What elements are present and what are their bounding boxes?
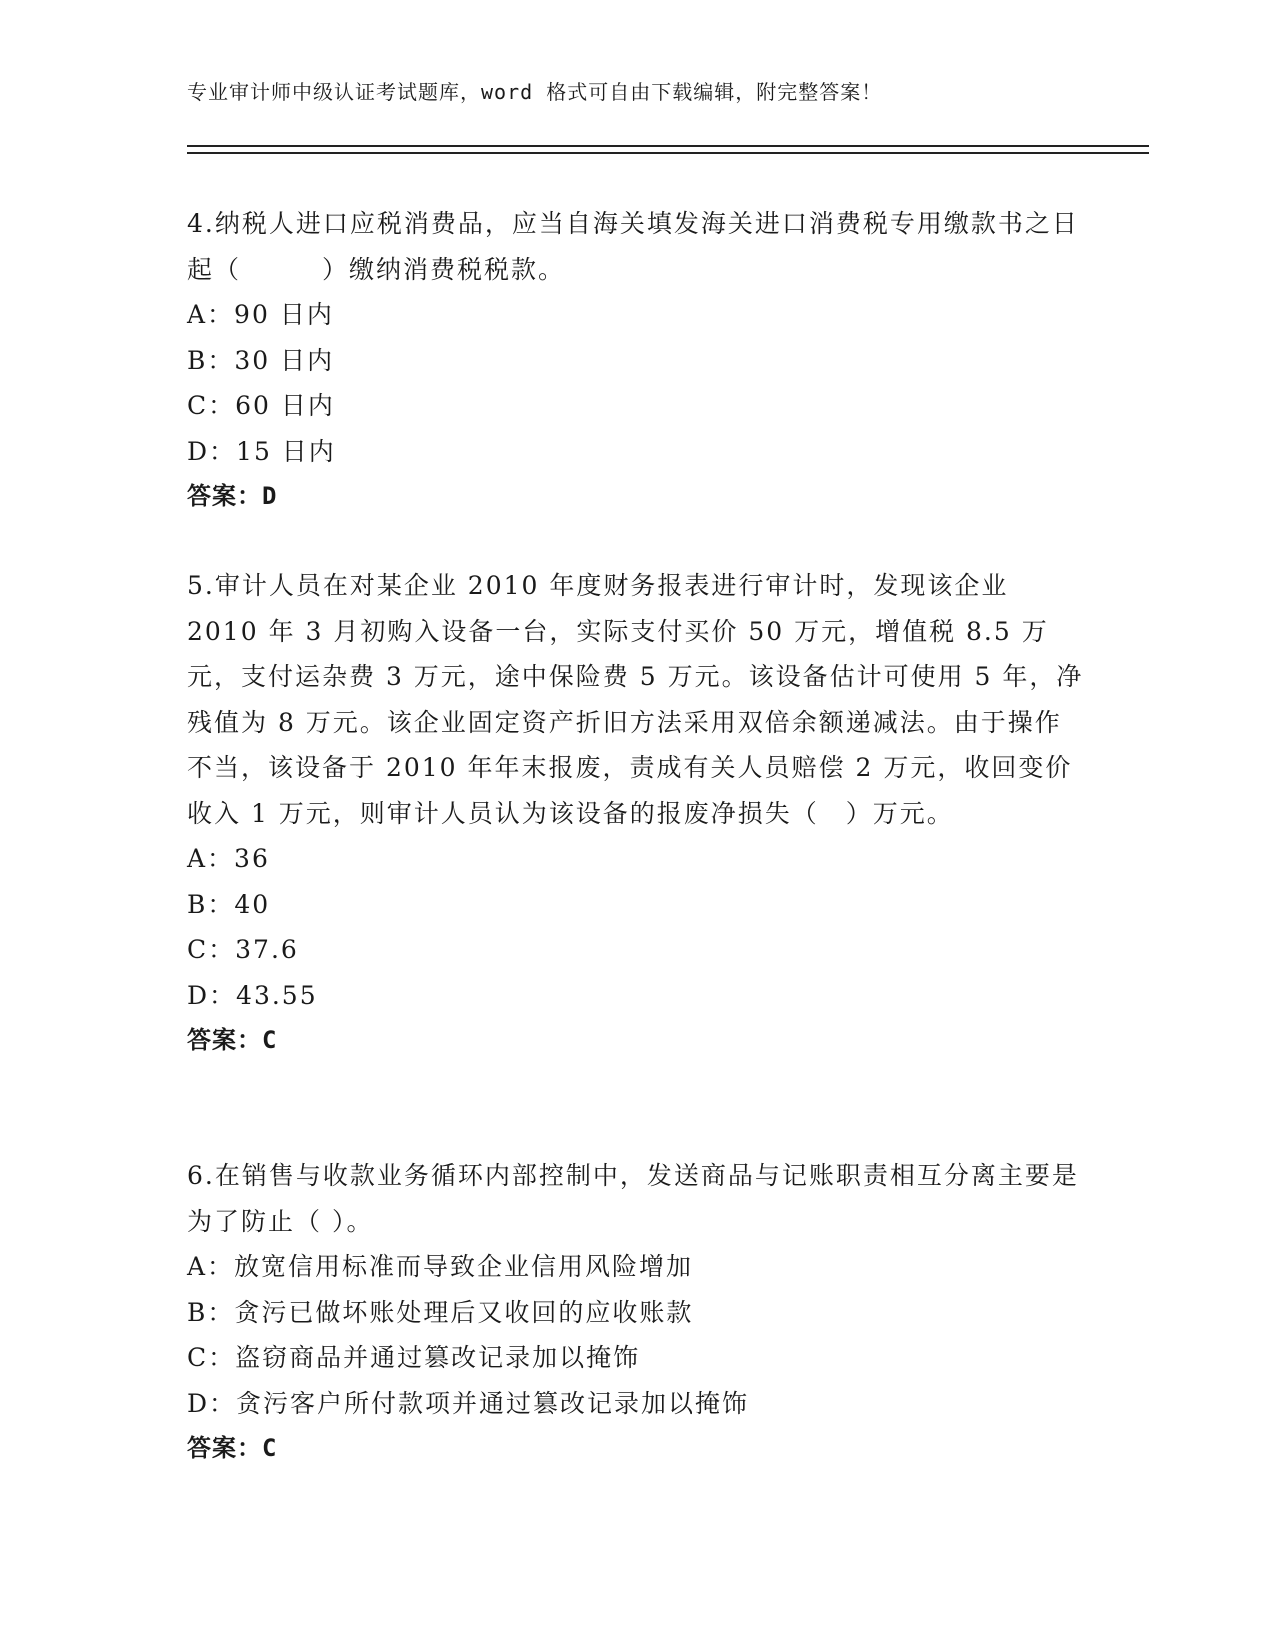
question-6 [187,1153,1087,1472]
option-a: A：放宽信用标准而导致企业信用风险增加 [187,1252,694,1281]
option-c: C：37.6 [187,935,299,964]
option-d: D：15 日内 [187,436,336,466]
option-d: D：43.55 [187,980,318,1010]
question-stem: 5.审计人员在对某企业 2010 年度财务报表进行审计时，发现该企业 2010 年 3 月初购入设备一台，实际支付买价 50 万元，增值税 8.5 万元，支付运杂费 3 万元，途中保险费 5 万元。该设备估计可使用 5 年，净残值为 8 万元。该企业固定资产折旧方法采用双倍余额递减法。由于操作不当，该设备于 2010 年年末报废，责成有关人员赔偿 2 万元，收回变价收入 1 万元，则审计人员认为该设备的报废净损失（ ）万元。 [187,571,1084,828]
question-stem: 4.纳税人进口应税消费品，应当自海关填发海关进口消费税专用缴款书之日起（ ）缴纳消费税税款。 [187,209,1079,284]
answer: 答案：D [187,482,278,510]
answer: 答案：C [187,1434,278,1462]
question-stem: 6.在销售与收款业务循环内部控制中，发送商品与记账职责相互分离主要是为了防止（ ）。 [187,1161,1079,1236]
header-divider [187,145,1149,154]
option-a: A：90 日内 [187,300,334,329]
option-b: B：40 [187,889,271,919]
option-c: C：60 日内 [187,391,335,420]
option-b: B：30 日内 [187,345,335,375]
question-5 [187,563,1087,1064]
option-c: C：盗窃商品并通过篡改记录加以掩饰 [187,1343,641,1372]
document-header: 专业审计师中级认证考试题库，word 格式可自由下载编辑，附完整答案！ [187,80,883,104]
option-d: D：贪污客户所付款项并通过篡改记录加以掩饰 [187,1388,750,1418]
question-4 [187,201,1087,520]
option-b: B：贪污已做坏账处理后又收回的应收账款 [187,1297,694,1327]
answer: 答案：C [187,1026,278,1054]
option-a: A：36 [187,844,270,873]
